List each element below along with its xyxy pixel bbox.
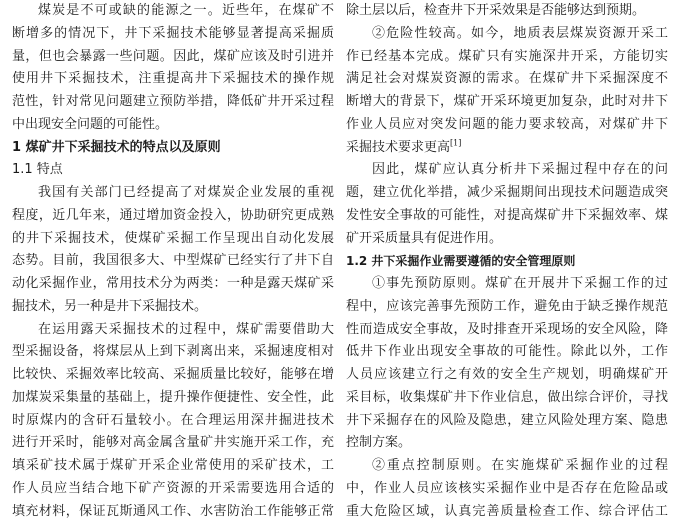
right-column [346,0,668,523]
paragraph-line: 量，但也会暴露一些问题。因此，煤矿应该及时引进并 [12,46,334,69]
paragraph-line-text: 采掘技术要求更高 [346,140,450,155]
paragraph-line: 程度，近几年来，通过增加资金投入，协助研究更成熟 [12,205,334,228]
paragraph-line: 低井下作业出现安全事故的可能性。除此以外，工作 [346,341,668,364]
paragraph-line: 作人员应当结合地下矿产资源的开采需要选用合适的 [12,478,334,501]
paragraph-line: ①事先预防原则。煤矿在开展井下采掘工作的过 [346,273,668,296]
paragraph-line: 控制方案。 [346,432,668,455]
paragraph-line: 中出现安全问题的可能性。 [12,114,334,137]
paragraph-line: 使用井下采掘技术，注重提高井下采掘技术的操作规 [12,68,334,91]
paragraph-line: 满足社会对煤炭资源的需求。在煤矿井下采掘深度不 [346,68,668,91]
paragraph-line: 填采矿技术属于煤矿开采企业常使用的采矿技术，工 [12,455,334,478]
paragraph-line: 比较快、采掘效率比较高、采掘质量比较好，能够在增 [12,364,334,387]
paragraph-line: 填充材料，保证瓦斯通风工作、水害防治工作能够正常 [12,501,334,523]
paragraph-line: 的井下采掘技术，使煤矿采掘工作呈现出自动化发展 [12,228,334,251]
paragraph-line: 断增多的情况下，井下采掘技术能够显著提高采掘质 [12,23,334,46]
section-heading: 1 煤矿井下采掘技术的特点以及原则 [12,137,334,160]
paragraph-line: 除土层以后，检查井下开采效果是否能够达到预期。 [346,0,668,23]
paragraph-line: 进行开采时，能够对高金属含量矿井实施开采工作，充 [12,432,334,455]
paragraph-line: 人员应该建立行之有效的安全生产规划，明确煤矿开 [346,364,668,387]
paragraph-line: 题，建立优化举措，减少采掘期间出现技术问题造成突 [346,182,668,205]
paragraph-line: 断增大的背景下，煤矿开采环境更加复杂，此时对井下 [346,91,668,114]
paragraph-line: 范性，针对常见问题建立预防举措，降低矿井开采过程 [12,91,334,114]
paragraph-line: 时原煤内的含矸石量较小。在合理运用深井掘进技术 [12,410,334,433]
paragraph-line: 在运用露天采掘技术的过程中，煤矿需要借助大 [12,319,334,342]
paragraph-line: 我国有关部门已经提高了对煤炭企业发展的重视 [12,182,334,205]
paragraph-line: 动化采掘作业，常用技术分为两类：一种是露天煤矿采 [12,273,334,296]
subsection-heading: 1.2 井下采掘作业需要遵循的安全管理原则 [346,250,668,273]
paragraph-line: 程中，应该完善事先预防工作，避免由于缺乏操作规范 [346,296,668,319]
citation-mark: [1] [450,138,461,147]
paragraph-line: 矿开采质量具有促进作用。 [346,228,668,251]
subsection-heading: 1.1 特点 [12,159,334,182]
paragraph-line: 加煤炭采集量的基础上，提升操作便捷性、安全性，此 [12,387,334,410]
paragraph-line: 井下采掘存在的风险及隐患，建立风险处理方案、隐患 [346,410,668,433]
paragraph-line: 态势。目前，我国很多大、中型煤矿已经实行了井下自 [12,250,334,273]
paragraph-line: 作业人员应对突发问题的能力要求较高，对煤矿井下 [346,114,668,137]
paragraph-line: 采目标，收集煤矿井下作业信息，做出综合评价，寻找 [346,387,668,410]
paragraph-line: 煤炭是不可或缺的能源之一。近些年，在煤矿不 [12,0,334,23]
paragraph-line: ②重点控制原则。在实施煤矿采掘作业的过程 [346,455,668,478]
left-column [12,0,334,523]
paragraph-line: 作已经基本完成。煤矿只有实施深井开采，方能切实 [346,46,668,69]
paragraph-line: ②危险性较高。如今，地质表层煤炭资源开采工 [346,23,668,46]
paragraph-line: 因此，煤矿应认真分析井下采掘过程中存在的问 [346,159,668,182]
paragraph-line: 掘技术，另一种是井下采掘技术。 [12,296,334,319]
paragraph-line: 中，作业人员应该核实采掘作业中是否存在危险品或 [346,478,668,501]
paragraph-line: 发性安全事故的可能性，对提高煤矿井下采掘效率、煤 [346,205,668,228]
paragraph-line: 型采掘设备，将煤层从上到下剥离出来，采掘速度相对 [12,341,334,364]
paragraph-line: 重大危险区域，认真完善质量检查工作、综合评估工 [346,501,668,523]
paragraph-line: 性而造成安全事故，及时排查开采现场的安全风险，降 [346,319,668,342]
paragraph-line [346,137,668,160]
